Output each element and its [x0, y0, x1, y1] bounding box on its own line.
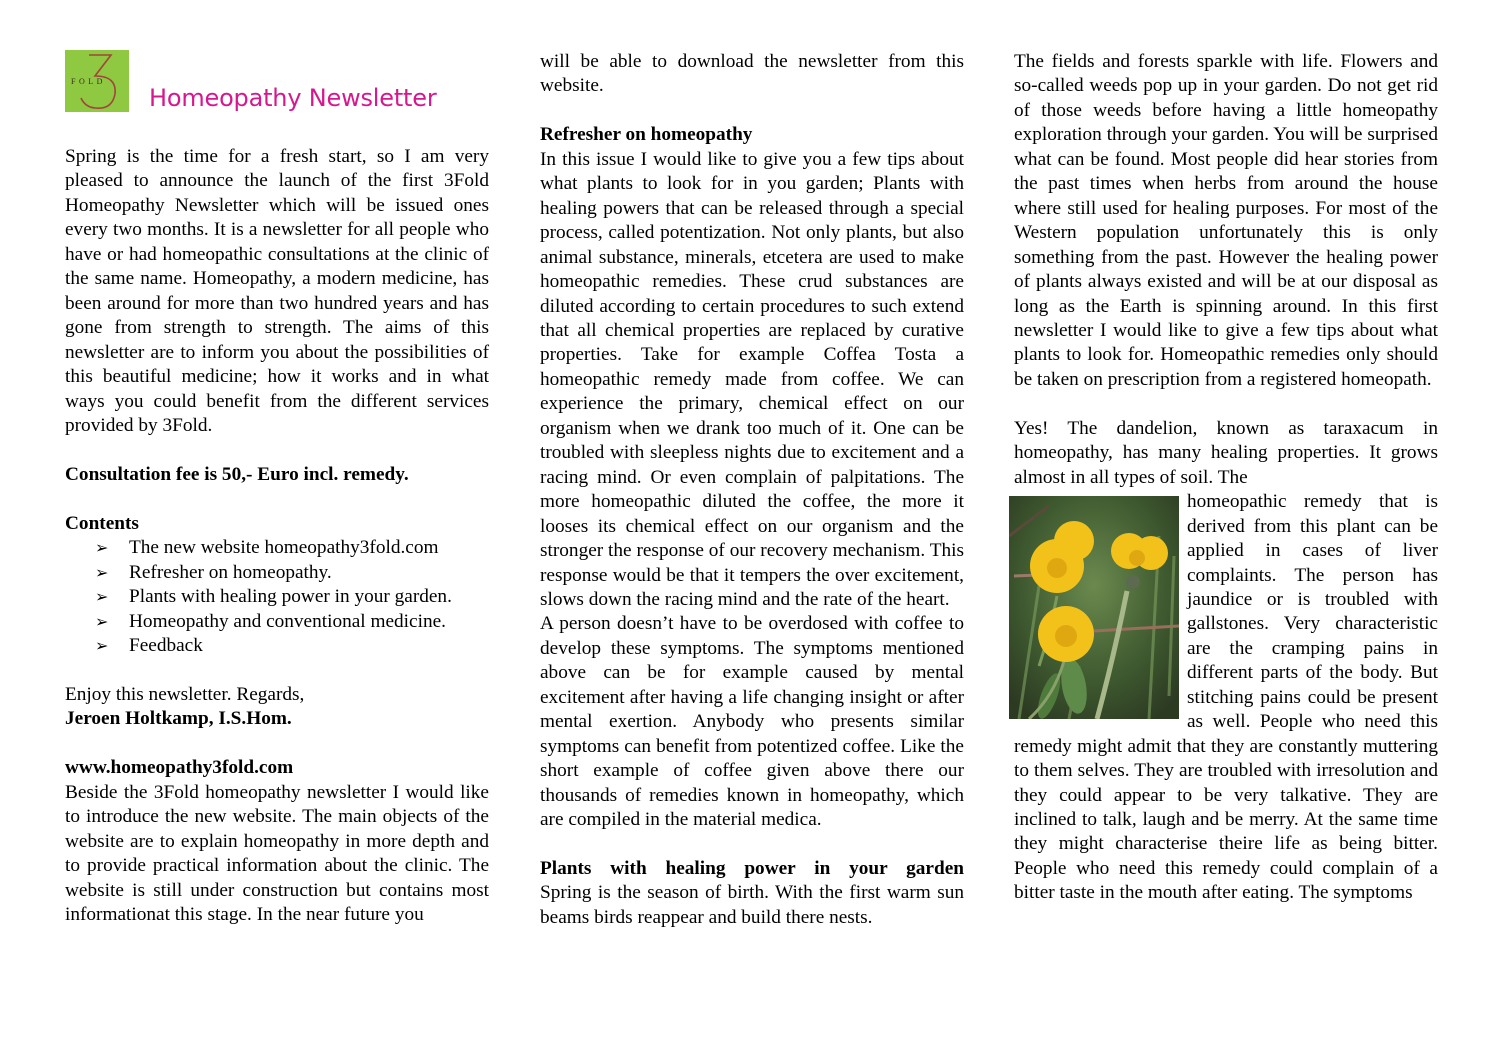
dandelion-paragraph: homeopathic remedy that is derived from this plant can be applied in cases of liver complaints. The person has jaundice or is troubled with gallstones. Very characteristic are the cramping pains in different parts of the body. But stitching pains could be present as well. People who need this remedy might admit that they are constantly muttering to them selves. They are troubled with irresolution and they could appear to be very talkative. They are inclined to talk, laugh and be merry. At the same time they might characterise theire life as being bitter. People who need this remedy could complain of a bitter taste in the mouth after eating. The symptoms: [1014, 491, 1438, 904]
arrow-bullet-icon: ➢: [95, 538, 109, 558]
3fold-logo: [65, 50, 129, 112]
refresher-paragraph-1: In this issue I would like to give you a few tips about what plants to look for in you garden; Plants with healing powers that can be released through a special process, called potentization. Not only plants, but also animal substance, minerals, etcetera are used to make homeopathic remedies. These crud substances are diluted according to certain procedures to such extend that all chemical properties are replaced by curative properties. Take for example Coffea Tosta a homeopathic remedy made from coffee. We can experience the primary, chemical effect on our organism when we drank too much of it. One can be troubled with sleepless nights due to excitement and a racing mind. Or even complain of palpitations. The more homeopathic diluted the coffee, the more it looses its chemical effect on our organism and the stronger the response of our recovery mechanism. This response would be that it tempers the over excitement, slows down the racing mind and the rate of the heart.: [540, 148, 964, 610]
arrow-bullet-icon: ➢: [95, 611, 109, 631]
column-3: [1014, 50, 1438, 906]
consultation-fee: Consultation fee is 50,- Euro incl. remedy.: [65, 463, 409, 485]
plants-paragraph-continued: The fields and forests sparkle with life. Flowers and so-called weeds pop up in your garden. Do not get rid of those weeds before having a little homeopathy exploration through your garden. You will be surprised what can be found. Most people did hear stories from the past times when herbs from around the house where still used for healing purposes. For most of the Western population unfortunately this is only something from the past. However the healing power of plants always existed and will be at our disposal as long as the Earth is spinning around. In this first newsletter I would like to give a few tips about what plants to look for. Homeopathic remedies only should be taken on prescription from a registered homeopath.: [1014, 51, 1438, 390]
arrow-bullet-icon: ➢: [95, 636, 109, 656]
arrow-bullet-icon: ➢: [95, 587, 109, 607]
closing-line: Enjoy this newsletter. Regards,: [65, 683, 305, 705]
plants-heading: Plants with healing power in your garden: [540, 857, 964, 879]
3fold-logo-icon: [65, 50, 129, 112]
refresher-paragraph-2: A person doesn’t have to be overdosed with coffee to develop these symptoms. The symptoms mentioned above can be for example caused by mental excitement after having a life changing insight or after mental exertion. Anybody who presents similar symptoms can benefit from potentized coffee. Like the short example of coffee given above there our thousands of remedies known in homeopathy, which are compiled in the material medica.: [540, 613, 964, 831]
column-2: [540, 50, 964, 930]
dandelion-image-icon: [1009, 496, 1179, 719]
arrow-bullet-icon: ➢: [95, 562, 109, 582]
refresher-heading: Refresher on homeopathy: [540, 124, 753, 146]
dandelion-section: [1014, 490, 1438, 906]
dandelion-intro: Yes! The dandelion, known as taraxacum in homeopathy, has many healing properties. It grows almost in all types of soil. The: [1014, 417, 1438, 488]
contents-heading: Contents: [65, 512, 139, 534]
contents-list: [65, 536, 489, 658]
svg-text:FOLD: FOLD: [71, 77, 106, 86]
contents-item: ➢ The new website homeopathy3fold.com: [95, 536, 489, 560]
contents-item: ➢ Plants with healing power in your garden.: [95, 585, 489, 609]
contents-item: ➢ Feedback: [95, 634, 489, 658]
website-paragraph-continued: will be able to download the newsletter from this website.: [540, 51, 964, 97]
author-signature: Jeroen Holtkamp, I.S.Hom.: [65, 708, 292, 730]
website-heading: www.homeopathy3fold.com: [65, 757, 294, 779]
page-title: Homeopathy Newsletter: [149, 84, 437, 112]
newsletter-header: [65, 50, 495, 112]
website-paragraph: Beside the 3Fold homeopathy newsletter I would like to introduce the new website. The main objects of the website are to explain homeopathy in more depth and to provide practical information about the clinic. The website is still under construction but contains most informationat this stage. In the near future you: [65, 781, 489, 925]
column-1: [65, 145, 489, 927]
contents-item: ➢ Refresher on homeopathy.: [95, 561, 489, 585]
dandelion-photo: [1009, 496, 1179, 719]
intro-paragraph: Spring is the time for a fresh start, so I am very pleased to announce the launch of the first 3Fold Homeopathy Newsletter which will be issued ones every two months. It is a newsletter for all people who have or had homeopathic consultations at the clinic of the same name. Homeopathy, a modern medicine, has been around for more than two hundred years and has gone from strength to strength. The aims of this newsletter are to inform you about the possibilities of this beautiful medicine; how it works and in what ways you could benefit from the different services provided by 3Fold.: [65, 146, 489, 436]
plants-paragraph-start: Spring is the season of birth. With the first warm sun beams birds reappear and build there nests.: [540, 882, 964, 928]
contents-item: ➢ Homeopathy and conventional medicine.: [95, 610, 489, 634]
